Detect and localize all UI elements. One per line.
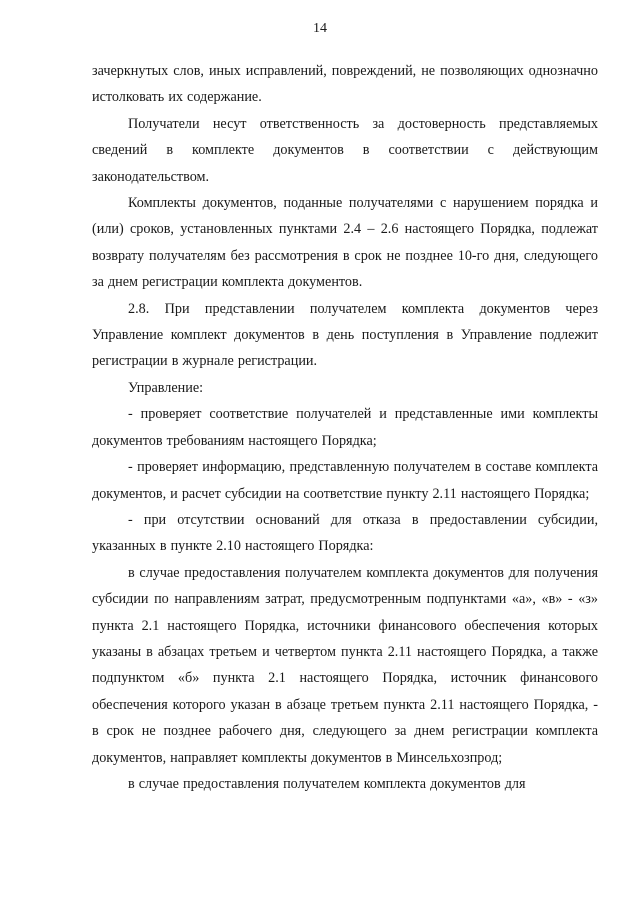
paragraph: в случае предоставления получателем комплекта документов для bbox=[128, 775, 526, 792]
paragraph: Получатели несут ответственность за достоверность представляемых сведений в комплекте документов в соответствии с действующим законодательством. bbox=[92, 115, 598, 185]
paragraph: зачеркнутых слов, иных исправлений, повреждений, не позволяющих однозначно истолковать их содержание. bbox=[92, 63, 598, 106]
paragraph: в случае предоставления получателем комплекта документов для получения субсидии по направлениям затрат, предусмотренным подпунктами «а», «в» - «з» пункта 2.1 настоящего Порядка, источники финансового обеспечения которых указаны в абзацах третьем и четвертом пункта 2.11 настоящего Порядка, а также подпунктом «б» пункта 2.1 настоящего Порядка, источник финансового обеспечения которого указан в абзаце третьем пункта 2.11 настоящего Порядка, - в срок не позднее рабочего дня, следующего за днем регистрации комплекта документов, направляет комплекты документов в Минсельхозпрод; bbox=[92, 564, 598, 766]
document-body bbox=[92, 58, 598, 797]
list-item: - проверяет информацию, представленную получателем в составе комплекта документов, и расчет субсидии на соответствие пункту 2.11 настоящего Порядка; bbox=[92, 459, 598, 502]
paragraph: Управление: bbox=[128, 379, 204, 396]
list-item: - проверяет соответствие получателей и представленные ими комплекты документов требованиям настоящего Порядка; bbox=[92, 406, 598, 449]
list-item: - при отсутствии оснований для отказа в предоставлении субсидии, указанных в пункте 2.10 настоящего Порядка: bbox=[92, 511, 598, 555]
paragraph: 2.8. При представлении получателем комплекта документов через Управление комплект документов в день поступления в Управление подлежит регистрации в журнале регистрации. bbox=[92, 300, 598, 370]
page-number: 14 bbox=[313, 21, 327, 36]
paragraph: Комплекты документов, поданные получателями с нарушением порядка и (или) сроков, установленных пунктами 2.4 – 2.6 настоящего Порядка, подлежат возврату получателям без рассмотрения в срок не позднее 10-го дня, следующего за днем регистрации комплекта документов. bbox=[92, 195, 598, 291]
